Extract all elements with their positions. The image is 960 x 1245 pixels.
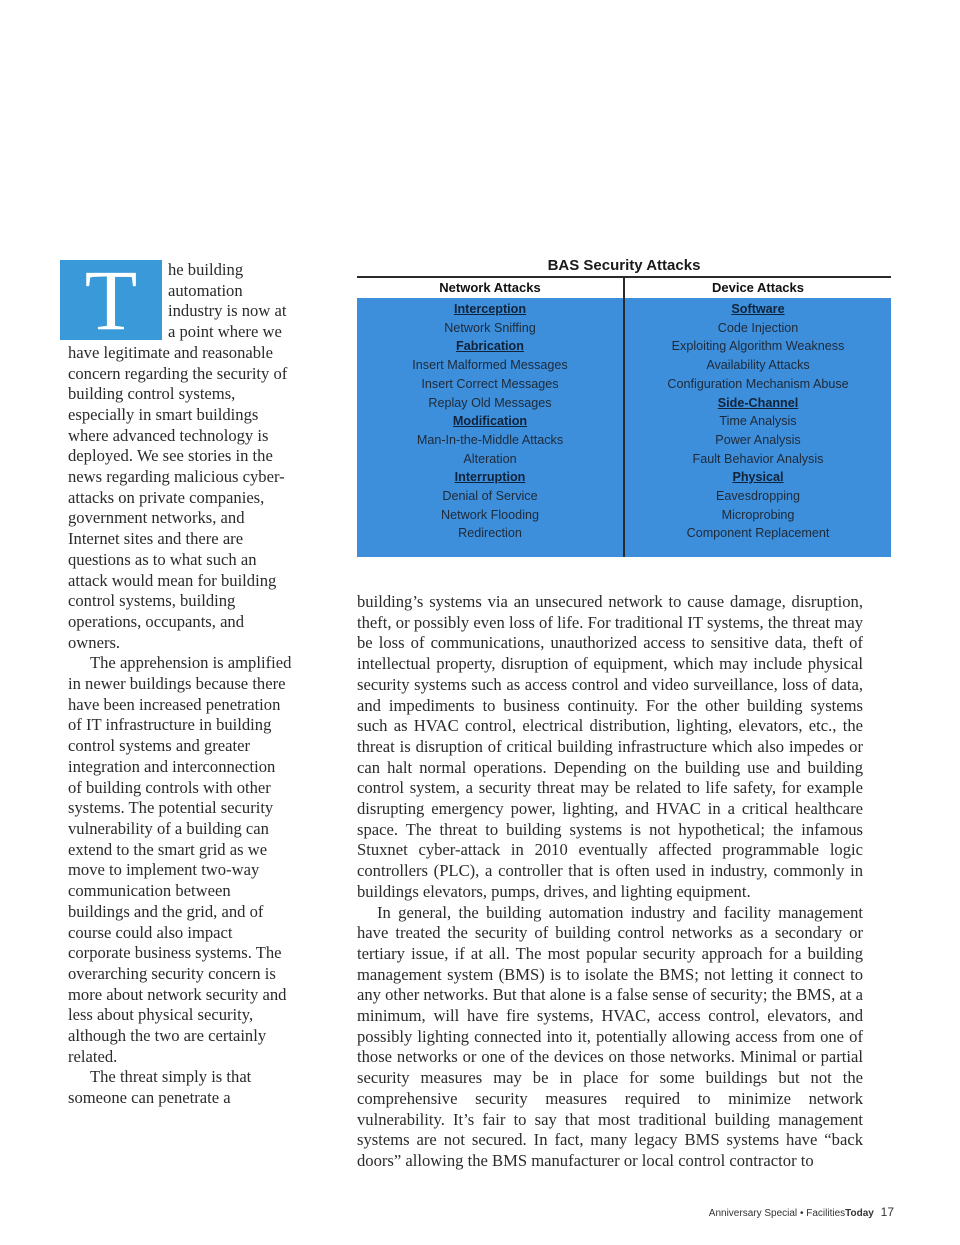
attack-category: Software (731, 302, 785, 316)
attack-category: Side-Channel (717, 395, 799, 410)
page-footer (709, 1205, 894, 1219)
device-attacks-list (625, 298, 891, 557)
attack-item: Alteration (463, 451, 517, 466)
right-column (357, 592, 863, 1172)
issue-label: Anniversary Special (708, 1208, 798, 1219)
attack-item: Insert Malformed Messages (412, 358, 568, 373)
attack-item: Availability Attacks (706, 358, 810, 373)
attack-category: Interruption (454, 470, 526, 485)
attack-category: Modification (452, 414, 528, 429)
left-column (68, 252, 292, 1109)
network-attacks-list (357, 298, 625, 557)
attack-item: Insert Correct Messages (421, 376, 559, 391)
attack-item: Eavesdropping (715, 489, 801, 504)
attack-item: Man-In-the-Middle Attacks (416, 432, 564, 447)
attack-item: Replay Old Messages (428, 395, 552, 410)
attack-item: Redirection (458, 526, 522, 541)
publication-name: FacilitiesToday (806, 1208, 874, 1219)
figure-title: BAS Security Attacks (547, 257, 701, 274)
attack-item: Configuration Mechanism Abuse (667, 376, 849, 391)
paragraph: The apprehension is amplified in newer buildings because there have been increased penetration of IT infrastructure in building control systems and greater integration and interconnection of building controls with other systems. The potential security vulnerability of a building can extend to the smart grid as we move to implement two-way communication between buildings and the grid, and of course could also impact corporate business systems. The overarching security concern is more about network security and less about physical security, although the two are certainly related. (68, 653, 292, 1066)
drop-cap: T (60, 260, 162, 340)
attack-item: Fault Behavior Analysis (692, 451, 824, 466)
separator: • (799, 1208, 804, 1219)
attack-category: Physical (732, 470, 784, 485)
column-header-device: Device Attacks (711, 280, 804, 295)
attack-item: Code Injection (717, 320, 799, 335)
paragraph: he building automation industry is now at a point where we have legitimate and reasonable concern regarding the security of building control systems, especially in smart buildings where advanced technology is deployed. We see stories in the news regarding malicious cyber-attacks on private companies, government networks, and Internet sites and there are questions as to what such an attack would mean for building control systems, building operations, occupants, and owners. (68, 260, 288, 652)
attack-item: Time Analysis (719, 414, 797, 429)
attack-item: Exploiting Algorithm Weakness (671, 339, 845, 354)
attack-item: Network Flooding (441, 507, 539, 522)
table-header-row (357, 276, 891, 298)
page-number: 17 (880, 1205, 894, 1219)
attack-category: Fabrication (456, 339, 524, 354)
bas-security-attacks-figure (357, 256, 891, 557)
attack-item: Microprobing (721, 507, 795, 522)
attack-category: Interception (453, 302, 527, 316)
column-header-network: Network Attacks (357, 278, 625, 298)
paragraph: building’s systems via an unsecured network to cause damage, disruption, theft, or possibly even loss of life. For traditional IT systems, the threat may be loss of communications, unauthorized access to sensitive data, theft of intellectual property, disruption of equipment, which may include physical security systems such as access control and video surveillance, loss of data, and impediments to business continuity. For the other building systems such as HVAC control, electrical distribution, lighting, elevators, etc., the threat is disruption of critical building infrastructure which also impedes or can halt normal operations. Depending on the building use and building control system, a security threat may be related to life safety, for example disrupting emergency power, lighting, and HVAC in a critical healthcare space. The threat to building systems is not hypothetical; the infamous Stuxnet cyber-attack in 2010 eventually affected programmable logic controllers (PLC), a controller that is often used in industry, commonly in buildings elevators, pumps, drives, and lighting equipment. (357, 592, 863, 901)
attack-item: Network Sniffing (444, 320, 536, 335)
attack-item: Denial of Service (442, 489, 538, 504)
table-body (357, 298, 891, 557)
attack-item: Component Replacement (686, 526, 830, 541)
attack-item: Power Analysis (715, 432, 801, 447)
paragraph: In general, the building automation industry and facility management have treated the security of building control networks as a secondary or tertiary issue, if at all. The most popular security approach for a building management system (BMS) is to isolate the BMS; not letting it connect to any other networks. But that alone is a false sense of security; the BMS, at a minimum, will have fire systems, HVAC, access control, elevators, and possibly lighting connected into it, potentially allowing access from one of those networks or one of the devices on those networks. Minimal or partial security measures may be in place for some buildings but not the comprehensive security measures required to minimize network vulnerability. It’s fair to say that most traditional building management systems are not secured. In fact, many legacy BMS systems have “back doors” allowing the BMS manufacturer or local control contractor to (357, 902, 863, 1170)
paragraph: The threat simply is that someone can penetrate a (68, 1067, 252, 1108)
